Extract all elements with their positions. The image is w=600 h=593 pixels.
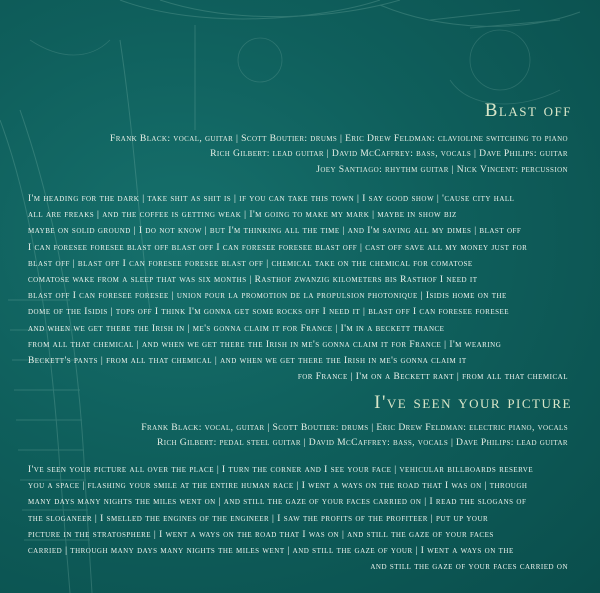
lyric-line: Beckett's pants | from all that chemical | and when we get there the Irish in me's gonna claim it [28,356,467,367]
credit-line: Frank Black: vocal, guitar | Scott Boutier: drums | Eric Drew Feldman: clavioline switching to piano [109,133,568,144]
lyric-line: comatose wake from a sleep that was six months | Rasthof zwanzig kilometers bis Rasthof I need it [28,275,478,286]
song-title-blast-off: Blast off [484,100,572,121]
lyric-line: and when we get there the Irish in | me's gonna claim it for France | I'm in a beckett trance [28,323,445,334]
lyric-line: carried | through many days many nights the miles went | and still the gaze of your | I went a ways on the [28,546,514,557]
song-title-ive-seen-your-picture: I've seen your picture [374,392,572,413]
credit-line: Rich Gilbert: lead guitar | David McCaffrey: bass, vocals | Dave Philips: guitar [210,148,568,160]
lyric-line: I can foresee foresee blast off blast off I can foresee foresee blast off | cast off save all my money just for [28,242,528,253]
lyric-line: blast off I can foresee foresee | union pour la promotion de la propulsion photonique | Isidis home on the [28,291,507,302]
lyric-line: blast off | blast off I can foresee foresee blast off | chemical take on the chemical for comatose [28,258,473,269]
lyric-line: all are freaks | and the coffee is getting weak | I'm going to make my mark | maybe in show biz [28,210,457,221]
credit-line: Frank Black: vocal, guitar | Scott Boutier: drums | Eric Drew Feldman: electric piano, vocals [141,422,568,433]
lyric-line: the sloganeer | I smelled the engines of the engineer | I saw the profits of the profiteer | put up your [28,513,489,524]
lyric-line: I'm heading for the dark | take shit as shit is | if you can take this town | I say good show | 'cause city hall [28,194,515,204]
lyric-line: I've seen your picture all over the place | I turn the corner and I see your face | vehicular billboards reserve [28,465,534,475]
lyric-line: dome of the Isidis | tops off I think I'm gonna get some rocks off I need it | blast off I can foresee foresee [28,307,510,318]
credit-line: Rich Gilbert: pedal steel guitar | David McCaffrey: bass, vocals | Dave Philips: lead guitar [156,437,568,449]
lyric-line: many days many nights the miles went on | and still the gaze of your faces carried on | I read the slogans of [28,497,527,508]
lyric-line: from all that chemical | and when we get there the Irish in me's gonna claim it for France | I'm wearing [28,339,502,350]
lyric-line: picture in the stratosphere | I went a ways on the road that I was on | and still the gaze of your faces [28,529,494,540]
credit-line: Joey Santiago: rhythm guitar | Nick Vincent: percussion [316,163,568,175]
credits-ive-seen-your-picture [141,420,568,451]
lyric-line: maybe on solid ground | I do not know | but I'm thinking all the time | and I'm saving all my dimes | blast off [28,226,522,237]
lyric-line: you a space | flashing your smile at the entire human race | I went a ways on the road that I was on | through [28,481,528,492]
lyrics-blast-off [28,191,568,385]
lyric-line: for France | I'm on a Beckett rant | from all that chemical [297,372,568,383]
lyric-line: and still the gaze of your faces carried on [370,562,568,573]
credits-blast-off [110,131,568,177]
lyrics-ive-seen-your-picture [28,462,568,575]
